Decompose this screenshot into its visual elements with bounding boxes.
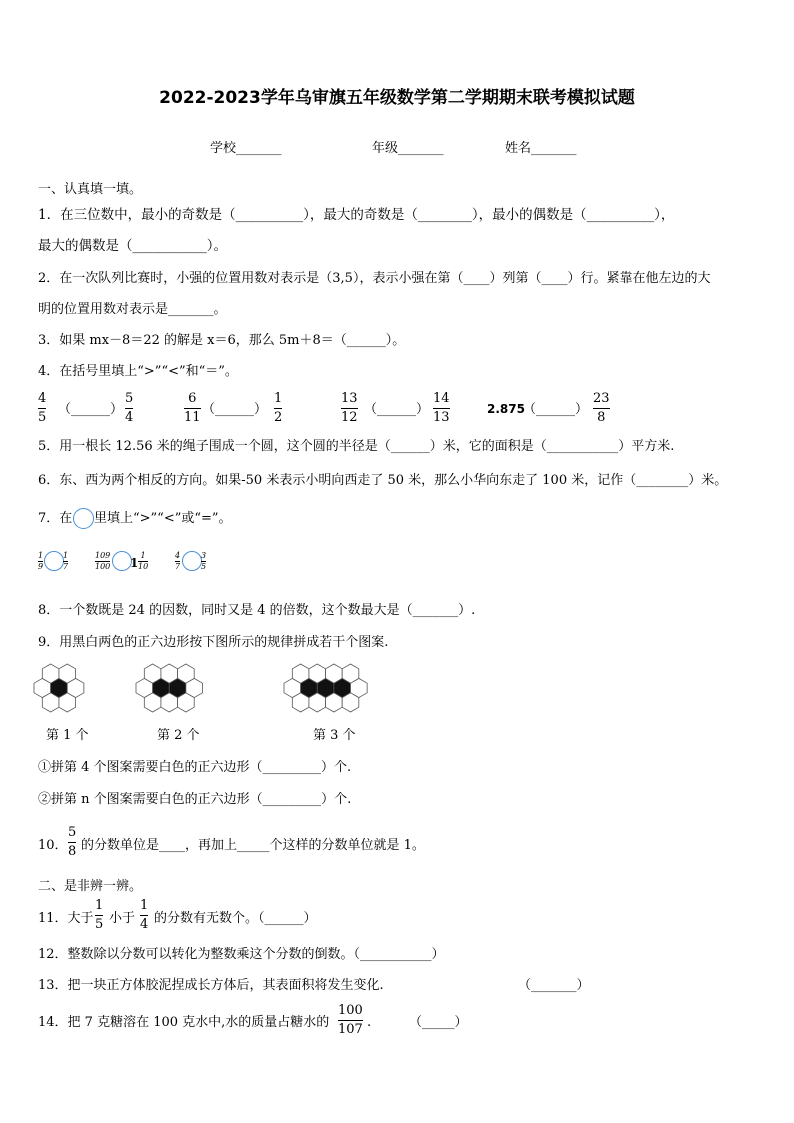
question-2-line-1: 2．在一次队列比赛时，小强的位置用数对表示是（3,5），表示小强在第（____）列第（____）行。紧靠在他左边的大 [38,271,711,286]
q7-item2-right-fraction: 1 10 [138,551,149,571]
q7-item3-right-fraction: 3 5 [201,551,207,571]
question-1-line-1: 1．在三位数中，最小的奇数是（__________），最大的奇数是（________），最小的偶数是（__________）， [38,207,675,223]
question-10-prefix: 10． [38,838,68,853]
pattern-label-2: 第 2 个 [157,728,200,743]
q14-fraction: 100 107 [338,1003,363,1037]
question-10-text: 的分数单位是____，再加上_____个这样的分数单位就是 1。 [81,838,425,853]
q4-item2-right-fraction: 1 2 [274,391,283,425]
q4-item2-blank: （______） [202,402,268,417]
question-2-line-2: 明的位置用数对表示是_______。 [38,302,227,317]
q7-item1-left-fraction: 1 9 [38,551,44,571]
question-6: 6．东、西为两个相反的方向。如果-50 米表示小明向西走了 50 米，那么小华向东走了 100 米，记作（________）米。 [38,473,728,488]
question-11-prefix: 11．大于 [38,911,94,926]
q7-item1-right-fraction: 1 7 [63,551,69,571]
section-1-heading: 一、认真填一填。 [38,182,143,197]
q4-item4-right-fraction: 23 8 [593,391,610,425]
question-7-prefix: 7．在 [38,511,73,526]
question-9: 9．用黑白两色的正六边形按下图所示的规律拼成若干个图案. [38,635,389,650]
q7-circle-blank-example [73,508,94,529]
q11-fraction-a: 1 5 [95,898,104,932]
pattern-label-1: 第 1 个 [46,728,89,743]
question-13-blank: （_______） [518,978,590,993]
q4-item3-blank: （______） [364,402,430,417]
q4-item3-right-fraction: 14 13 [433,391,450,425]
school-field: 学校_______ [210,141,282,156]
question-11-suffix: 的分数有无数个。（______） [154,911,317,926]
page-title: 2022-2023学年乌审旗五年级数学第二学期期末联考模拟试题 [159,88,635,108]
grade-field: 年级_______ [372,141,444,156]
q7-item2-circle-blank [112,551,132,571]
question-4: 4．在括号里填上“>”“<”和“＝”。 [38,364,238,379]
q7-item1-circle-blank [44,551,64,571]
question-7-suffix: 里填上“>”“<”或“=”。 [94,511,232,526]
question-9-sub-2: ②拼第 n 个图案需要白色的正六边形（_________）个. [38,792,352,807]
question-1-line-2: 最大的偶数是（___________）。 [38,238,227,254]
q7-item2-left-fraction: 109 100 [95,551,111,571]
question-14-text: 14．把 7 克糖溶在 100 克水中,水的质量占糖水的 [38,1015,330,1030]
name-field: 姓名_______ [505,141,577,156]
q4-item1-blank: （______） [58,402,124,417]
pattern-label-3: 第 3 个 [313,728,356,743]
q7-item3-circle-blank [182,551,202,571]
question-3: 3．如果 mx－8＝22 的解是 x＝6，那么 5m＋8＝（______）。 [38,333,406,348]
question-14-period: . [367,1015,372,1030]
section-2-heading: 二、是非辨一辨。 [38,879,143,894]
hexagon-pattern-1 [34,660,94,716]
question-14-blank: （_____） [409,1015,468,1030]
q7-item2-whole-number: 1 [130,556,139,570]
q11-fraction-b: 1 4 [140,898,149,932]
q7-item3-left-fraction: 4 7 [175,551,181,571]
q4-item1-left-fraction: 4 5 [38,391,47,425]
q4-item2-left-fraction: 6 11 [184,391,201,425]
q4-item3-left-fraction: 13 12 [341,391,358,425]
question-5: 5．用一根长 12.56 米的绳子围成一个圆，这个圆的半径是（______）米，它的面积是（___________）平方米. [38,439,675,454]
hexagon-pattern-2 [136,660,226,716]
q4-item4-left-decimal: 2.875 [487,402,525,416]
question-9-sub-1: ①拼第 4 个图案需要白色的正六边形（_________）个. [38,760,352,775]
q4-item1-right-fraction: 5 4 [125,391,134,425]
q4-item4-blank: （______） [523,402,589,417]
question-13: 13．把一块正方体胶泥捏成长方体后，其表面积将发生变化. [38,978,384,993]
question-11-middle: 小于 [109,911,136,926]
hexagon-pattern-3 [284,660,404,716]
question-8: 8．一个数既是 24 的因数，同时又是 4 的倍数，这个数最大是（_______）. [38,603,476,618]
q10-fraction: 5 8 [68,825,77,859]
question-12: 12．整数除以分数可以转化为整数乘这个分数的倒数。（___________） [38,947,445,962]
